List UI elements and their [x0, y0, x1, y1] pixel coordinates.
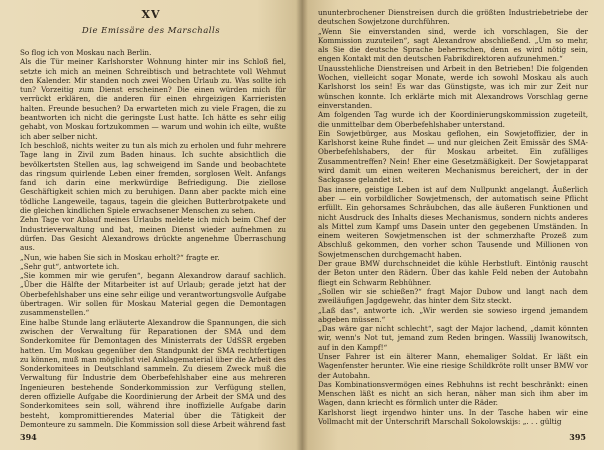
paragraph: „Wenn Sie einverstanden sind, werde ich vorschlagen, Sie der Kommission zuzuteilen“, sagt Alexandrow abschließend. „Um so mehr, als Sie die deutsche Sprache beherrschen, denn es wird nötig sein, engen Kontakt mit den deutschen Fabrikdirektoren aufzunehmen.“	[318, 26, 588, 64]
paragraph: Das innere, geistige Leben ist auf dem Nullpunkt angelangt. Äußerlich aber — ein vorbildlicher Sowjetmensch, der automatisch seine Pflicht erfüllt. Ein gehorsames Schräubchen, das alle äußeren Funktionen und nicht Ausdruck des Inhalts dieses Mechanismus, sondern nichts anderes als Mittel zum Kampf ums Dasein unter den gegebenen Umständen. In einem weiteren Sowjetmenschen ist der schmerzhafte Prozeß zum Abschluß gekommen, den vorher schon Tausende und Millionen von Sowjetmenschen durchgemacht haben.	[318, 184, 588, 259]
paragraph: Ein Sowjetbürger, aus Moskau geflohen, ein Sowjetoffizier, der in Karlshorst keine Ruhe findet — und nur gleichen Zeit Emissär des SMA-Oberbefehlshabers, der für Moskau arbeitet. Ein zufälliges Zusammentreffen? Nein! Eher eine Gesetzmäßigkeit. Der Sowjetapparat wird damit um einen weiteren Mechanismus bereichert, der in der Sackgasse gelandet ist.	[318, 128, 588, 185]
paragraph: „Sehr gut“, antwortete ich.	[20, 261, 120, 271]
paragraph: Unser Fahrer ist ein älterer Mann, ehemaliger Soldat. Er läßt ein Wagenfenster herunter. Wie eine riesige Schildkröte rollt unser BMW vor der Autobahn.	[318, 351, 588, 380]
paragraph: Karlshorst liegt irgendwo hinter uns. In der Tasche haben wir eine Vollmacht mit der Unterschrift Marschall Sokolowskijs: „. . . gültig	[318, 407, 588, 427]
right-page-body	[318, 8, 588, 426]
page-number: 394	[20, 432, 37, 442]
chapter-number: XV	[141, 8, 161, 21]
paragraph: „Das wäre gar nicht schlecht“, sagt der Major lachend, „damit könnten wir, wenn's Not tut, jemand zum Reden bringen. Wassilij Iwanowitsch, auf in den Kampf!“	[318, 324, 588, 352]
paragraph: „Laß das“, antworte ich. „Wir werden sie sowieso irgend jemandem abgeben müssen.“	[318, 305, 588, 324]
paragraph: „Nun, wie haben Sie sich in Moskau erholt?“ fragte er.	[20, 252, 220, 262]
paragraph: Das Kombinationsvermögen eines Rebhuhns ist recht beschränkt: einen Menschen läßt es nicht an sich heran, näher man sich ihm aber im Wagen, dann kriecht es förmlich unter die Räder.	[318, 379, 588, 408]
chapter-title: Die Emissäre des Marschalls	[81, 26, 221, 36]
paragraph: Eine halbe Stunde lang erläuterte Alexandrow die Spannungen, die sich zwischen der Verwaltung für Reparationen der SMA und dem Sonderkomitee für Demontagen des Ministerrats der UdSSR ergeben hatten. Um Moskau gegenüber den Standpunkt der SMA rechtfertigen zu können, muß man möglichst viel Anklagematerial über die Arbeit des Sonderkomitees in Deutschland sammeln. Zu diesem Zweck muß die Verwaltung für Industrie dem Oberbefehlshaber eine aus mehreren Ingenieuren bestehende Sonderkommission zur Verfügung stellen, deren offizielle Aufgabe die Koordinierung der Arbeit der SMA und des Sonderkomitees sein soll, während ihre inoffizielle Aufgabe darin besteht, kompromittierendes Material über die Tätigkeit der Demonteure zu sammeln. Die Kommission soll diese Arbeit während fast	[20, 317, 286, 429]
paragraph: Am folgenden Tag wurde ich der Koordinierungskommission zugeteilt, die unmittelbar dem Oberbefehlshaber unterstand.	[318, 110, 588, 129]
paragraph: ununterbrochener Dienstreisen durch die größten Industriebetriebe der deutschen Sowjetzone durchführen.	[318, 8, 588, 27]
paragraph: Unausstehliche Dienstreisen und Arbeit in den Betrieben! Die folgenden Wochen, vielleicht sogar Monate, werde ich sowohl Moskau als auch Karlshorst los sein! Es war das Günstigste, was ich mir zur Zeit nur wünschen konnte. Ich erklärte mich mit Alexandrows Vorschlag gerne einverstanden.	[318, 63, 588, 110]
paragraph: Der graue BMW durchschneidet die kühle Herbstluft. Eintönig rauscht der Beton unter den Rädern. Über das kahle Feld neben der Autobahn fliegt ein Schwarm Rebhühner.	[318, 259, 588, 287]
book-gutter	[296, 0, 308, 450]
paragraph: „Sie kommen mir wie gerufen“, begann Alexandrow darauf sachlich. „Über die Hälfte der Mitarbeiter ist auf Urlaub; gerade jetzt hat der Oberbefehlshaber uns eine sehr eilige und verantwortungsvolle Aufgabe übertragen. Wir sollen für Moskau Material gegen die Demontagen zusammenstellen.“	[20, 271, 286, 318]
page-number: 395	[569, 432, 586, 442]
paragraph: So flog ich von Moskau nach Berlin.	[20, 48, 152, 57]
paragraph: „Sollen wir sie schießen?“ fragt Major Dubow und langt nach dem zweiläufigen Jagdgewehr, das hinter dem Sitz steckt.	[318, 286, 588, 306]
left-page-body	[20, 48, 286, 429]
paragraph: Ich beschloß, nichts weiter zu tun als mich zu erholen und fuhr mehrere Tage lang in Zivil zum Baden hinaus. Ich suchte absichtlich die bevölkertsten Stellen aus, lag schweigend im Sande und beobachtete das ringsum quirlende Leben einer fremden, sorglosen Welt. Anfangs fand ich darin eine merkwürdige Befriedigung. Die ziellose Geschäftigkeit schien mich zu beruhigen. Dann aber packte mich eine tödliche Langeweile, tagaus, tagein die gleichen Butterbrotpakete und die gleichen kindlichen Spiele erwachsener Menschen zu sehen.	[20, 140, 286, 216]
right-page	[302, 0, 604, 450]
paragraph: Als die Tür meiner Karlshorster Wohnung hinter mir ins Schloß fiel, setzte ich mich an meinen Schreibtisch und betrachtete voll Wehmut den Kalender. Mir standen noch zwei Wochen Urlaub zu. Was sollte ich tun? Vorzeitig zum Dienst erscheinen? Die einen würden mich für verrückt erklären, die anderen für einen ehrgeizigen Karrieristen halten. Freunde besuchen? Da erwarteten mich zu viele Fragen, die zu beantworten ich nicht die geringste Lust hatte. Ich hätte es sehr eilig gehabt, von Moskau fortzukommen — warum und wohin ich eilte, wußte ich aber selber nicht.	[20, 57, 286, 141]
paragraph: Zehn Tage vor Ablauf meines Urlaubs meldete ich mich beim Chef der Industrieverwaltung und bat, meinen Dienst wieder aufnehmen zu dürfen. Das Gesicht Alexandrows drückte angenehme Überraschung aus.	[20, 215, 286, 253]
